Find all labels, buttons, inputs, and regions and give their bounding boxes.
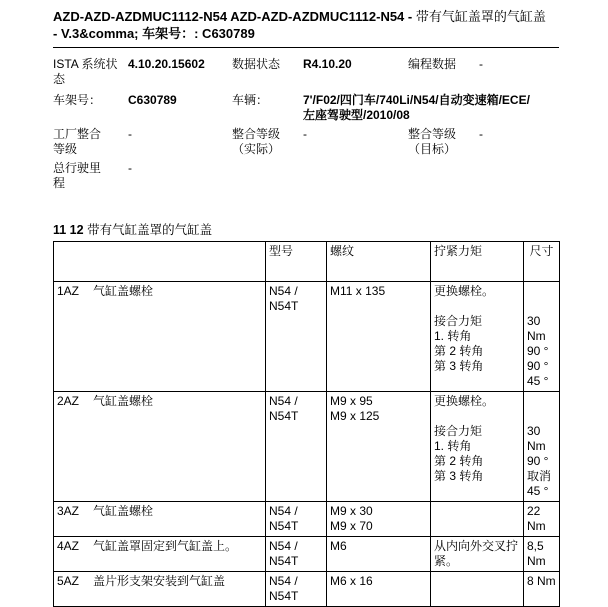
model-cell: N54 / N54T <box>266 392 327 502</box>
table-row <box>54 392 560 502</box>
programming-data-label: 编程数据 <box>408 57 457 71</box>
item-description: 气缸盖螺栓 <box>93 284 154 298</box>
thread-cell <box>327 392 431 502</box>
table-row <box>54 502 560 537</box>
torque-step-value: 取消 <box>527 469 552 483</box>
size-cell <box>524 572 560 607</box>
item-code: 4AZ <box>57 539 80 553</box>
model-cell: N54 / N54T <box>266 282 327 392</box>
torque-step-value: 8,5 Nm <box>527 539 546 568</box>
item-code: 5AZ <box>57 574 80 588</box>
item-cell <box>54 392 266 502</box>
item-cell <box>54 537 266 572</box>
level-target-label: 整合等级 （目标） <box>408 127 457 156</box>
torque-step-label: 更换螺栓。 <box>434 284 495 298</box>
torque-step-value: 90 ° <box>527 344 549 358</box>
level-target-value: - <box>479 127 483 141</box>
size-cell <box>524 282 560 392</box>
thread-spec: M9 x 125 <box>330 409 380 423</box>
item-code: 1AZ <box>57 284 80 298</box>
torque-step-label: 从内向外交叉拧紧。 <box>434 539 519 568</box>
vehicle-label: 车辆： <box>232 93 269 107</box>
torque-step-label: 接合力矩 <box>434 314 483 328</box>
item-cell <box>54 282 266 392</box>
document-title-code: AZD-AZD-AZDMUC1112-N54 AZD-AZD-AZDMUC1112-N54 - <box>53 9 416 24</box>
thread-cell <box>327 537 431 572</box>
thread-cell <box>327 282 431 392</box>
torque-step-value: 30 Nm <box>527 314 546 343</box>
data-state-label: 数据状态 <box>232 57 281 71</box>
item-cell <box>54 502 266 537</box>
mileage-label: 总行驶里 程 <box>53 161 102 190</box>
ista-status-value: 4.10.20.15602 <box>128 57 205 71</box>
torque-cell <box>431 537 524 572</box>
section-title: 带有气缸盖罩的气缸盖 <box>87 223 213 237</box>
vin-label: 车架号： <box>53 93 102 107</box>
torque-step-label: 接合力矩 <box>434 424 483 438</box>
document-title-cn: 带有气缸盖罩的气缸盖 <box>415 9 546 24</box>
torque-step-value <box>527 409 556 424</box>
factory-level-label: 工厂整合 等级 <box>53 127 102 156</box>
torque-step-value: 30 Nm <box>527 424 546 453</box>
header-model: 型号 <box>266 242 327 282</box>
thread-spec: M9 x 30 <box>330 504 373 518</box>
thread-cell <box>327 502 431 537</box>
thread-spec: M11 x 135 <box>330 284 386 298</box>
factory-level-value: - <box>128 127 132 141</box>
vehicle-value-line1: 7'/F02/四门车/740Li/N54/自动变速箱/ECE/ <box>303 93 530 107</box>
title-divider <box>53 47 559 48</box>
table-row <box>54 537 560 572</box>
torque-cell <box>431 282 524 392</box>
torque-step-label: 第 3 转角 <box>434 359 484 373</box>
torque-step-label: 1. 转角 <box>434 329 472 343</box>
thread-spec: M6 x 16 <box>330 574 373 588</box>
vin-value: C630789 <box>128 93 177 107</box>
model-cell: N54 / N54T <box>266 537 327 572</box>
header-thread: 螺纹 <box>327 242 431 282</box>
table-header-row <box>54 242 560 282</box>
data-state-value: R4.10.20 <box>303 57 352 71</box>
item-code: 2AZ <box>57 394 80 408</box>
torque-step-value <box>527 394 556 409</box>
header-size: 尺寸 <box>524 242 560 282</box>
item-description: 气缸盖罩固定到气缸盖上。 <box>93 539 238 553</box>
torque-step-value <box>527 284 556 299</box>
torque-cell <box>431 572 524 607</box>
torque-step-label <box>434 299 520 314</box>
torque-step-label <box>434 504 520 519</box>
mileage-value: - <box>128 161 132 175</box>
torque-step-value: 90 ° <box>527 454 549 468</box>
model-cell: N54 / N54T <box>266 572 327 607</box>
torque-cell <box>431 502 524 537</box>
thread-spec: M6 <box>330 539 347 553</box>
ista-status-label: ISTA 系统状态 <box>53 57 118 86</box>
level-actual-label: 整合等级 （实际） <box>232 127 281 156</box>
programming-data-value: - <box>479 57 483 71</box>
torque-step-value <box>527 299 556 314</box>
torque-step-label: 第 2 转角 <box>434 454 484 468</box>
torque-step-value: 22 Nm <box>527 504 546 533</box>
thread-spec: M9 x 70 <box>330 519 373 533</box>
level-actual-value: - <box>303 127 307 141</box>
header-torque: 拧紧力矩 <box>431 242 524 282</box>
item-cell <box>54 572 266 607</box>
document-title-subline: - V.3&comma; 车架号：: C630789 <box>53 26 255 41</box>
table-row <box>54 572 560 607</box>
item-code: 3AZ <box>57 504 80 518</box>
torque-step-label: 第 2 转角 <box>434 344 484 358</box>
torque-spec-table <box>53 241 560 607</box>
document-title <box>53 8 573 42</box>
torque-step-label <box>434 409 520 424</box>
torque-step-value: 90 ° <box>527 359 549 373</box>
torque-step-label: 更换螺栓。 <box>434 394 495 408</box>
torque-step-label: 1. 转角 <box>434 439 472 453</box>
thread-cell <box>327 572 431 607</box>
model-cell: N54 / N54T <box>266 502 327 537</box>
thread-spec: M9 x 95 <box>330 394 373 408</box>
item-description: 盖片形支架安装到气缸盖 <box>93 574 226 588</box>
size-cell <box>524 537 560 572</box>
torque-step-value: 45 ° <box>527 484 549 498</box>
torque-step-label <box>434 574 520 589</box>
section-number: 11 12 <box>53 223 84 237</box>
item-description: 气缸盖螺栓 <box>93 394 154 408</box>
torque-step-value: 45 ° <box>527 374 549 388</box>
torque-step-value: 8 Nm <box>527 574 556 588</box>
table-row <box>54 282 560 392</box>
item-description: 气缸盖螺栓 <box>93 504 154 518</box>
header-item <box>54 242 266 282</box>
section-heading <box>53 222 212 238</box>
vehicle-value-line2: 左座驾驶型/2010/08 <box>303 108 410 122</box>
size-cell <box>524 392 560 502</box>
torque-cell <box>431 392 524 502</box>
size-cell <box>524 502 560 537</box>
torque-step-label: 第 3 转角 <box>434 469 484 483</box>
